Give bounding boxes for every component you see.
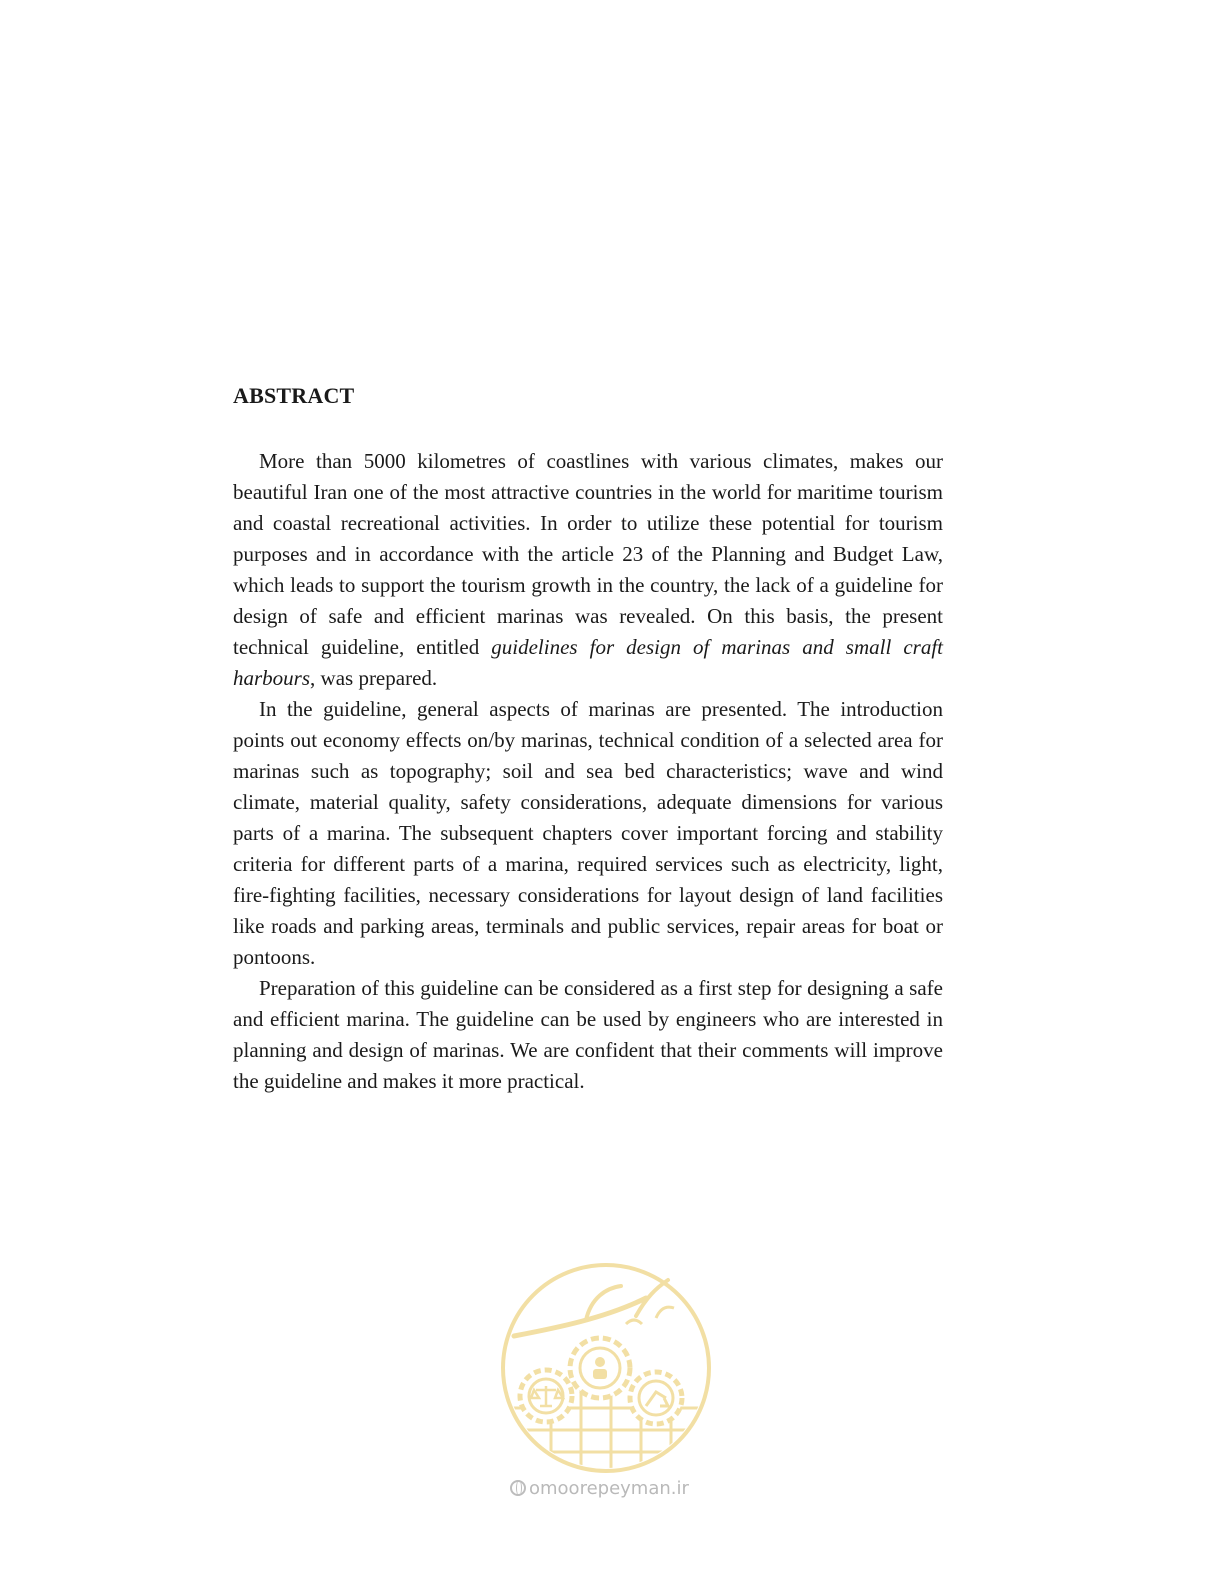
watermark-url-text: omoorepeyman.ir bbox=[529, 1478, 689, 1499]
watermark-logo bbox=[496, 1258, 716, 1478]
gear-icon bbox=[520, 1338, 682, 1424]
abstract-body bbox=[233, 446, 943, 1097]
paragraph-1-text-b: , was prepared. bbox=[310, 666, 438, 690]
abstract-paragraph-1 bbox=[233, 446, 943, 694]
globe-icon bbox=[510, 1480, 526, 1496]
guideline-title: guidelines for design of marinas and small craft harbours bbox=[233, 635, 943, 690]
abstract-heading: ABSTRACT bbox=[233, 383, 355, 408]
abstract-paragraph-3: Preparation of this guideline can be considered as a first step for designing a safe and efficient marina. The guideline can be used by engineers who are interested in planning and design of marinas. We are confident that their comments will improve the guideline and makes it more practical. bbox=[233, 976, 943, 1093]
abstract-paragraph-2: In the guideline, general aspects of marinas are presented. The introduction points out economy effects on/by marinas, technical condition of a selected area for marinas such as topography; soil and sea bed characteristics; wave and wind climate, material quality, safety considerations, adequate dimensions for various parts of a marina. The subsequent chapters cover important forcing and stability criteria for different parts of a marina, required services such as electricity, light, fire-fighting facilities, necessary considerations for layout design of land facilities like roads and parking areas, terminals and public services, repair areas for boat or pontoons. bbox=[233, 697, 943, 969]
calligraphy-swoosh bbox=[514, 1298, 646, 1336]
paragraph-1-text-a: More than 5000 kilometres of coastlines with various climates, makes our beautiful Iran one of the most attractive countries in the world for maritime tourism and coastal recreational activities. In order to utilize these potential for tourism purposes and in accordance with the article 23 of the Planning and Budget Law, which leads to support the tourism growth in the country, the lack of a guideline for design of safe and efficient marinas was revealed. On this basis, the present technical guideline, entitled bbox=[233, 449, 943, 659]
watermark-url bbox=[510, 1478, 689, 1499]
